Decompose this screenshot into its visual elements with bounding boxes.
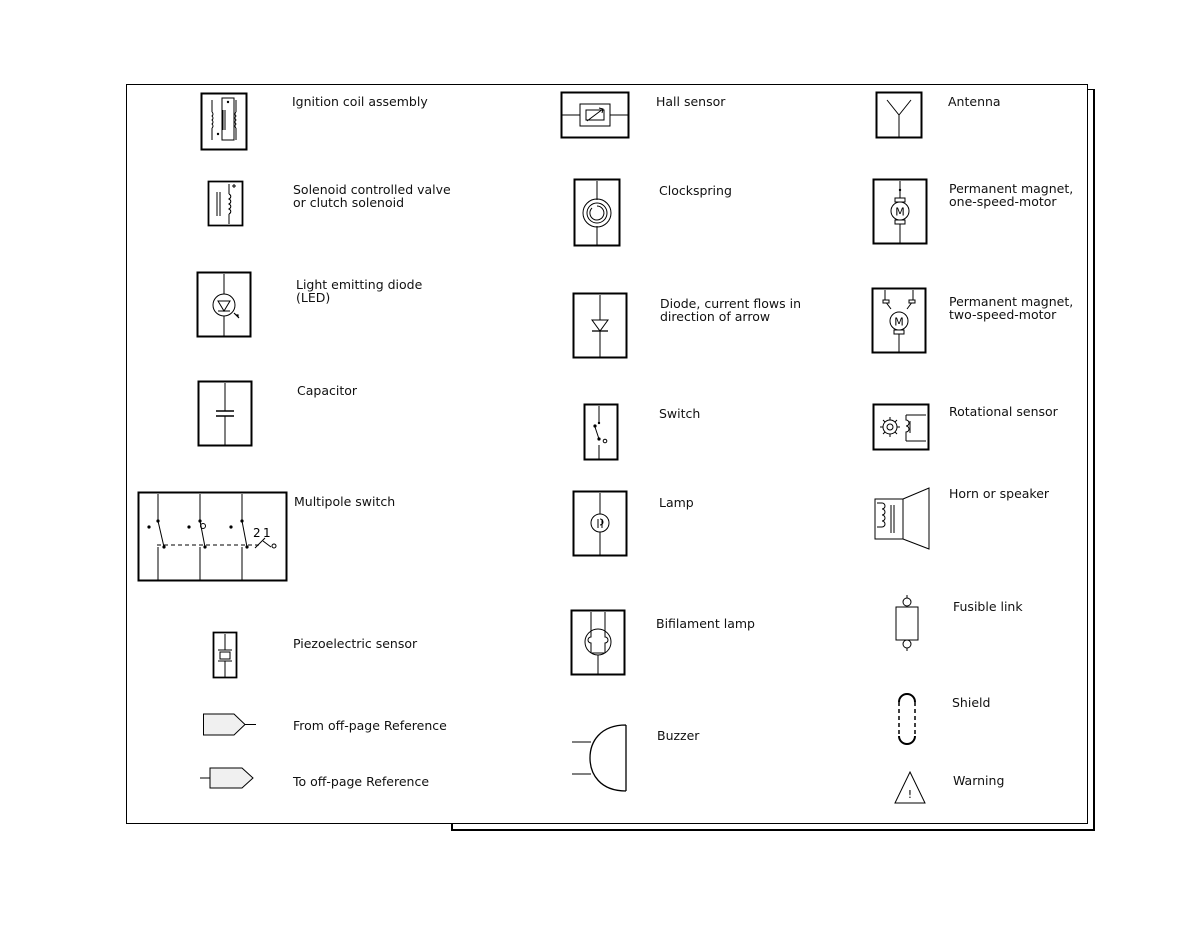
diode-label-1: Diode, current flows in	[660, 296, 802, 311]
motor-one-speed-glyph: M	[895, 205, 905, 219]
solenoid-valve-label-2: or clutch solenoid	[293, 195, 404, 210]
solenoid-valve-icon	[207, 180, 245, 228]
ignition-coil-icon	[200, 92, 248, 152]
switch-icon	[583, 403, 621, 463]
antenna-icon	[875, 91, 925, 141]
warning-glyph: !	[907, 788, 913, 801]
motor-one-speed-label-2: one-speed-motor	[949, 194, 1057, 209]
shield-icon	[895, 690, 919, 748]
buzzer-label: Buzzer	[657, 728, 700, 743]
motor-one-speed-icon	[872, 178, 930, 246]
antenna-label: Antenna	[948, 94, 1001, 109]
to-offpage-icon	[200, 766, 256, 792]
lamp-icon	[572, 490, 630, 558]
fusible-link-label: Fusible link	[953, 599, 1023, 614]
capacitor-label: Capacitor	[297, 383, 358, 398]
to-offpage-label: To off-page Reference	[293, 774, 430, 789]
from-offpage-icon	[202, 712, 258, 738]
clockspring-label: Clockspring	[659, 183, 732, 198]
sheet-shadow-bottom	[451, 829, 1095, 831]
sheet-shadow-corner	[1088, 89, 1094, 90]
motor-two-speed-label-2: two-speed-motor	[949, 307, 1057, 322]
multipole-switch-icon	[137, 491, 289, 583]
horn-speaker-label: Horn or speaker	[949, 486, 1050, 501]
bifilament-lamp-icon	[570, 609, 628, 677]
hall-sensor-label: Hall sensor	[656, 94, 726, 109]
led-label-1: Light emitting diode	[296, 277, 423, 292]
led-icon	[196, 271, 254, 339]
from-offpage-label: From off-page Reference	[293, 718, 447, 733]
horn-speaker-icon	[872, 485, 934, 551]
motor-two-speed-label-1: Permanent magnet,	[949, 294, 1074, 309]
motor-two-speed-icon	[871, 287, 929, 355]
diode-label-2: direction of arrow	[660, 309, 771, 324]
motor-one-speed-label-1: Permanent magnet,	[949, 181, 1074, 196]
diode-icon	[572, 292, 630, 360]
bifilament-lamp-label: Bifilament lamp	[656, 616, 755, 631]
piezo-sensor-label: Piezoelectric sensor	[293, 636, 418, 651]
warning-label: Warning	[953, 773, 1005, 788]
rotational-sensor-label: Rotational sensor	[949, 404, 1058, 419]
sheet-shadow-left	[451, 824, 453, 830]
multipole-position-2: 2	[253, 526, 261, 540]
multipole-switch-label: Multipole switch	[294, 494, 396, 509]
fusible-link-icon	[893, 593, 923, 653]
ignition-coil-label: Ignition coil assembly	[292, 94, 428, 109]
buzzer-icon	[570, 722, 630, 794]
lamp-label: Lamp	[659, 495, 694, 510]
capacitor-icon	[197, 380, 255, 448]
rotational-sensor-icon	[872, 403, 932, 453]
motor-two-speed-glyph: M	[894, 315, 904, 329]
hall-sensor-icon	[560, 91, 632, 139]
clockspring-icon	[573, 178, 623, 248]
solenoid-valve-label-1: Solenoid controlled valve	[293, 182, 451, 197]
multipole-position-1: 1	[263, 526, 271, 540]
shield-label: Shield	[952, 695, 991, 710]
switch-label: Switch	[659, 406, 701, 421]
led-label-2: (LED)	[296, 290, 331, 305]
piezo-sensor-icon	[212, 631, 238, 679]
sheet-shadow-right	[1093, 89, 1095, 830]
warning-icon	[893, 770, 927, 806]
